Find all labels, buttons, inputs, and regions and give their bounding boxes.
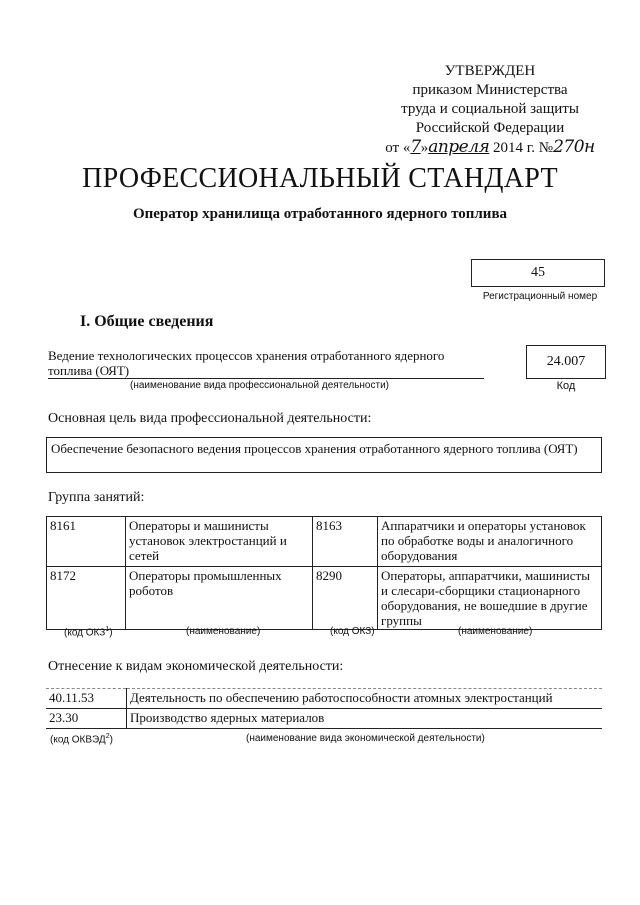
- legend-okz-name-2: (наименование): [458, 626, 533, 637]
- approval-line-3: Российской Федерации: [415, 120, 565, 136]
- okved-code-cell: 40.11.53: [46, 689, 127, 709]
- approval-line-1: приказом Министерства: [412, 82, 568, 98]
- table-row: [47, 517, 602, 567]
- okz-code-cell: 8290: [313, 567, 378, 630]
- okz-code-cell: 8163: [313, 517, 378, 567]
- legend-okved-code: (код ОКВЭД$^2$): [50, 733, 113, 746]
- order-number: 270н: [553, 137, 595, 157]
- table-row: [46, 689, 602, 709]
- activity-label: (наименование вида профессиональной деятельности): [130, 380, 389, 391]
- okz-name-cell: Операторы и машинисты установок электростанций и сетей: [126, 517, 313, 567]
- okved-name-cell: Производство ядерных материалов: [127, 709, 603, 729]
- legend-okved-name: (наименование вида экономической деятельности): [246, 733, 485, 744]
- okz-code-cell: 8172: [47, 567, 126, 630]
- okz-code-cell: 8161: [47, 517, 126, 567]
- standard-title: ПРОФЕССИОНАЛЬНЫЙ СТАНДАРТ: [82, 163, 558, 194]
- occupation-group-table: [46, 516, 602, 630]
- okz-name-cell: Аппаратчики и операторы установок по обработке воды и аналогичного оборудования: [378, 517, 602, 567]
- legend-okz-code: (код ОКЗ$^1$): [64, 626, 113, 639]
- date-day: 7: [410, 137, 421, 157]
- okved-name-cell: Деятельность по обеспечению работоспособности атомных электростанций: [127, 689, 603, 709]
- table-row: [46, 709, 602, 729]
- date-prefix: от «: [385, 140, 411, 156]
- approved-heading: УТВЕРЖДЕН: [444, 63, 536, 79]
- activity-underline: [48, 378, 484, 379]
- approval-date-line: [370, 138, 610, 158]
- okved-code-cell: 23.30: [46, 709, 127, 729]
- activity-code-label: Код: [556, 380, 576, 392]
- activity-code-box: 24.007: [526, 345, 606, 379]
- approval-line-2: труда и социальной защиты: [401, 101, 579, 117]
- standard-subtitle: Оператор хранилища отработанного ядерного топлива: [132, 206, 508, 222]
- econ-activity-table: [46, 688, 602, 729]
- date-mid: »: [420, 140, 429, 156]
- occupation-group-label: Группа занятий:: [48, 490, 145, 505]
- date-year: 2014 г. №: [493, 140, 554, 156]
- registration-number-label: Регистрационный номер: [482, 291, 598, 302]
- table-row: [47, 567, 602, 630]
- section-heading: I. Общие сведения: [80, 313, 214, 330]
- activity-name: Ведение технологических процессов хранения отработанного ядерного топлива (ОЯТ): [48, 348, 445, 378]
- okz-name-cell: Операторы промышленных роботов: [126, 567, 313, 630]
- legend-okz-code-2: (код ОКЗ): [330, 626, 375, 637]
- purpose-box: Обеспечение безопасного ведения процессов хранения отработанного ядерного топлива (ОЯТ): [46, 437, 602, 473]
- econ-activity-label: Отнесение к видам экономической деятельности:: [48, 659, 344, 674]
- date-month: апреля: [428, 137, 490, 157]
- legend-okz-name: (наименование): [186, 626, 261, 637]
- registration-number-box: 45: [471, 259, 605, 287]
- approval-block: [370, 62, 610, 158]
- purpose-label: Основная цель вида профессиональной деятельности:: [48, 411, 372, 426]
- okz-name-cell: Операторы, аппаратчики, машинисты и слесари-сборщики стационарного оборудования, не вошедшие в другие группы: [378, 567, 602, 630]
